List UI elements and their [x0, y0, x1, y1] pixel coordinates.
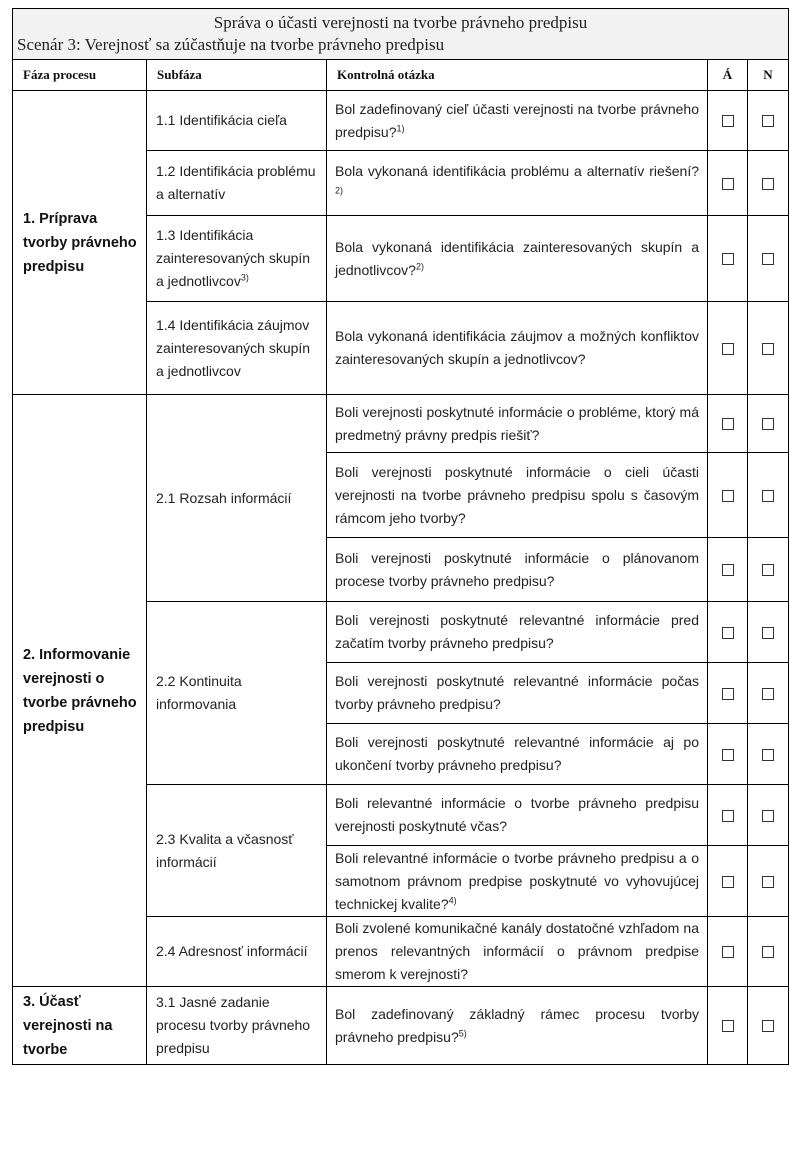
question-cell [327, 91, 708, 151]
subphase-label: 2.1 Rozsah informácií [156, 489, 292, 506]
answer-no-cell [748, 91, 789, 151]
answer-yes-checkbox[interactable] [722, 343, 734, 355]
answer-no-cell [748, 724, 789, 785]
subphase-cell [147, 602, 327, 785]
answer-no-checkbox[interactable] [762, 178, 774, 190]
answer-yes-checkbox[interactable] [722, 876, 734, 888]
answer-no-cell [748, 846, 789, 917]
question-cell [327, 724, 708, 785]
question-text: Bola vykonaná identifikácia problému a alternatív riešení? [335, 163, 699, 179]
table-body [13, 91, 789, 1065]
subphase-label: 1.4 Identifikácia záujmov zainteresovaných skupín a jednotlivcov [156, 316, 311, 379]
answer-yes-checkbox[interactable] [722, 1020, 734, 1032]
answer-no-checkbox[interactable] [762, 810, 774, 822]
subphase-cell [147, 785, 327, 917]
column-header-no: N [748, 60, 789, 91]
question-cell [327, 663, 708, 724]
question-text: Bola vykonaná identifikácia zainteresovaných skupín a jednotlivcov? [335, 238, 699, 278]
answer-no-checkbox[interactable] [762, 343, 774, 355]
question-cell [327, 151, 708, 216]
answer-yes-cell [708, 724, 748, 785]
answer-no-cell [748, 216, 789, 302]
answer-yes-cell [708, 987, 748, 1065]
question-text: Boli verejnosti poskytnuté relevantné informácie počas tvorby právneho predpisu? [335, 673, 699, 712]
answer-yes-cell [708, 395, 748, 453]
document-page [12, 8, 788, 1065]
subphase-cell [147, 302, 327, 395]
column-header-question: Kontrolná otázka [327, 60, 708, 91]
answer-yes-checkbox[interactable] [722, 810, 734, 822]
answer-yes-checkbox[interactable] [722, 253, 734, 265]
question-cell [327, 453, 708, 538]
answer-yes-cell [708, 302, 748, 395]
footnote-marker: 5) [458, 1027, 467, 1038]
question-cell [327, 846, 708, 917]
column-header-yes: Á [708, 60, 748, 91]
answer-yes-checkbox[interactable] [722, 564, 734, 576]
question-cell [327, 302, 708, 395]
answer-yes-checkbox[interactable] [722, 115, 734, 127]
subphase-label: 2.4 Adresnosť informácií [156, 943, 308, 959]
answer-no-cell [748, 395, 789, 453]
footnote-marker: 2) [335, 185, 344, 196]
answer-no-cell [748, 453, 789, 538]
answer-yes-cell [708, 785, 748, 846]
question-text: Bola vykonaná identifikácia záujmov a možných konfliktov zainteresovaných skupín a jednotlivcov? [335, 328, 699, 367]
subphase-cell [147, 151, 327, 216]
question-cell [327, 602, 708, 663]
table-row [13, 987, 789, 1065]
subphase-label: 3.1 Jasné zadanie procesu tvorby právneho predpisu [156, 994, 311, 1056]
answer-no-cell [748, 302, 789, 395]
phase-cell: 2. Informovanie verejnosti o tvorbe právneho predpisu [13, 395, 147, 987]
answer-no-checkbox[interactable] [762, 1020, 774, 1032]
question-text: Bol zadefinovaný cieľ účasti verejnosti na tvorbe právneho predpisu? [335, 100, 699, 140]
answer-no-cell [748, 917, 789, 987]
answer-no-cell [748, 602, 789, 663]
question-text: Boli verejnosti poskytnuté informácie o probléme, ktorý má predmetný právny predpis riešiť? [335, 403, 699, 443]
question-cell [327, 917, 708, 987]
answer-yes-cell [708, 91, 748, 151]
answer-no-checkbox[interactable] [762, 418, 774, 430]
table-header [13, 9, 789, 60]
answer-no-checkbox[interactable] [762, 946, 774, 958]
question-cell [327, 785, 708, 846]
subphase-label: 2.2 Kontinuita informovania [156, 673, 242, 712]
answer-no-checkbox[interactable] [762, 627, 774, 639]
answer-yes-cell [708, 917, 748, 987]
answer-no-checkbox[interactable] [762, 749, 774, 761]
answer-yes-checkbox[interactable] [722, 946, 734, 958]
answer-no-checkbox[interactable] [762, 876, 774, 888]
subphase-label: 1.3 Identifikácia zainteresovaných skupín a jednotlivcov [156, 227, 311, 289]
answer-yes-cell [708, 538, 748, 602]
answer-no-cell [748, 663, 789, 724]
checklist-table [12, 8, 789, 1065]
column-header-subphase: Subfáza [147, 60, 327, 91]
answer-no-checkbox[interactable] [762, 688, 774, 700]
question-text: Boli verejnosti poskytnuté informácie o cieli účasti verejnosti na tvorbe právneho predpisu spolu s časovým rámcom jeho tvorby? [335, 463, 699, 526]
scenario-title: Scenár 3: Verejnosť sa zúčastňuje na tvorbe právneho predpisu [17, 35, 445, 54]
question-cell [327, 216, 708, 302]
question-text: Boli verejnosti poskytnuté relevantné informácie pred začatím tvorby právneho predpisu? [335, 612, 699, 651]
subphase-label: 1.1 Identifikácia cieľa [156, 112, 287, 128]
answer-yes-cell [708, 151, 748, 216]
question-text: Boli relevantné informácie o tvorbe právneho predpisu a o samotnom právnom predpise poskytnuté vo vyhovujúcej technickej kvalite? [335, 849, 699, 912]
answer-no-cell [748, 987, 789, 1065]
footnote-marker: 1) [396, 122, 405, 133]
answer-yes-checkbox[interactable] [722, 490, 734, 502]
column-header-phase: Fáza procesu [13, 60, 147, 91]
phase-cell: 1. Príprava tvorby právneho predpisu [13, 91, 147, 395]
question-text: Bol zadefinovaný základný rámec procesu tvorby právneho predpisu? [335, 1005, 699, 1045]
footnote-marker: 4) [448, 894, 457, 905]
answer-yes-checkbox[interactable] [722, 749, 734, 761]
footnote-marker: 3) [240, 272, 249, 283]
answer-yes-checkbox[interactable] [722, 627, 734, 639]
answer-no-cell [748, 538, 789, 602]
subphase-cell [147, 91, 327, 151]
question-text: Boli verejnosti poskytnuté relevantné informácie aj po ukončení tvorby právneho predpisu? [335, 734, 699, 773]
answer-no-cell [748, 785, 789, 846]
table-row [13, 91, 789, 151]
subphase-cell [147, 216, 327, 302]
question-cell [327, 538, 708, 602]
subphase-cell [147, 395, 327, 602]
question-text: Boli zvolené komunikačné kanály dostatočné vzhľadom na prenos relevantných informácií o právnom predpise smerom k verejnosti? [335, 920, 699, 982]
answer-yes-cell [708, 846, 748, 917]
answer-no-checkbox[interactable] [762, 253, 774, 265]
answer-yes-cell [708, 602, 748, 663]
answer-yes-cell [708, 216, 748, 302]
phase-cell: 3. Účasť verejnosti na tvorbe [13, 987, 147, 1065]
report-title: Správa o účasti verejnosti na tvorbe právneho predpisu [213, 13, 588, 32]
question-cell [327, 987, 708, 1065]
answer-yes-checkbox[interactable] [722, 688, 734, 700]
answer-yes-checkbox[interactable] [722, 418, 734, 430]
answer-yes-cell [708, 453, 748, 538]
subphase-cell [147, 917, 327, 987]
question-cell [327, 395, 708, 453]
subphase-label: 2.3 Kvalita a včasnosť informácií [156, 830, 294, 870]
answer-yes-cell [708, 663, 748, 724]
answer-no-cell [748, 151, 789, 216]
footnote-marker: 2) [415, 260, 424, 271]
answer-no-checkbox[interactable] [762, 564, 774, 576]
subphase-label: 1.2 Identifikácia problému a alternatív [156, 163, 316, 202]
table-row [13, 395, 789, 453]
question-text: Boli verejnosti poskytnuté informácie o plánovanom procese tvorby právneho predpisu? [335, 549, 699, 589]
subphase-cell [147, 987, 327, 1065]
question-text: Boli relevantné informácie o tvorbe právneho predpisu verejnosti poskytnuté včas? [335, 795, 699, 834]
answer-yes-checkbox[interactable] [722, 178, 734, 190]
answer-no-checkbox[interactable] [762, 115, 774, 127]
answer-no-checkbox[interactable] [762, 490, 774, 502]
